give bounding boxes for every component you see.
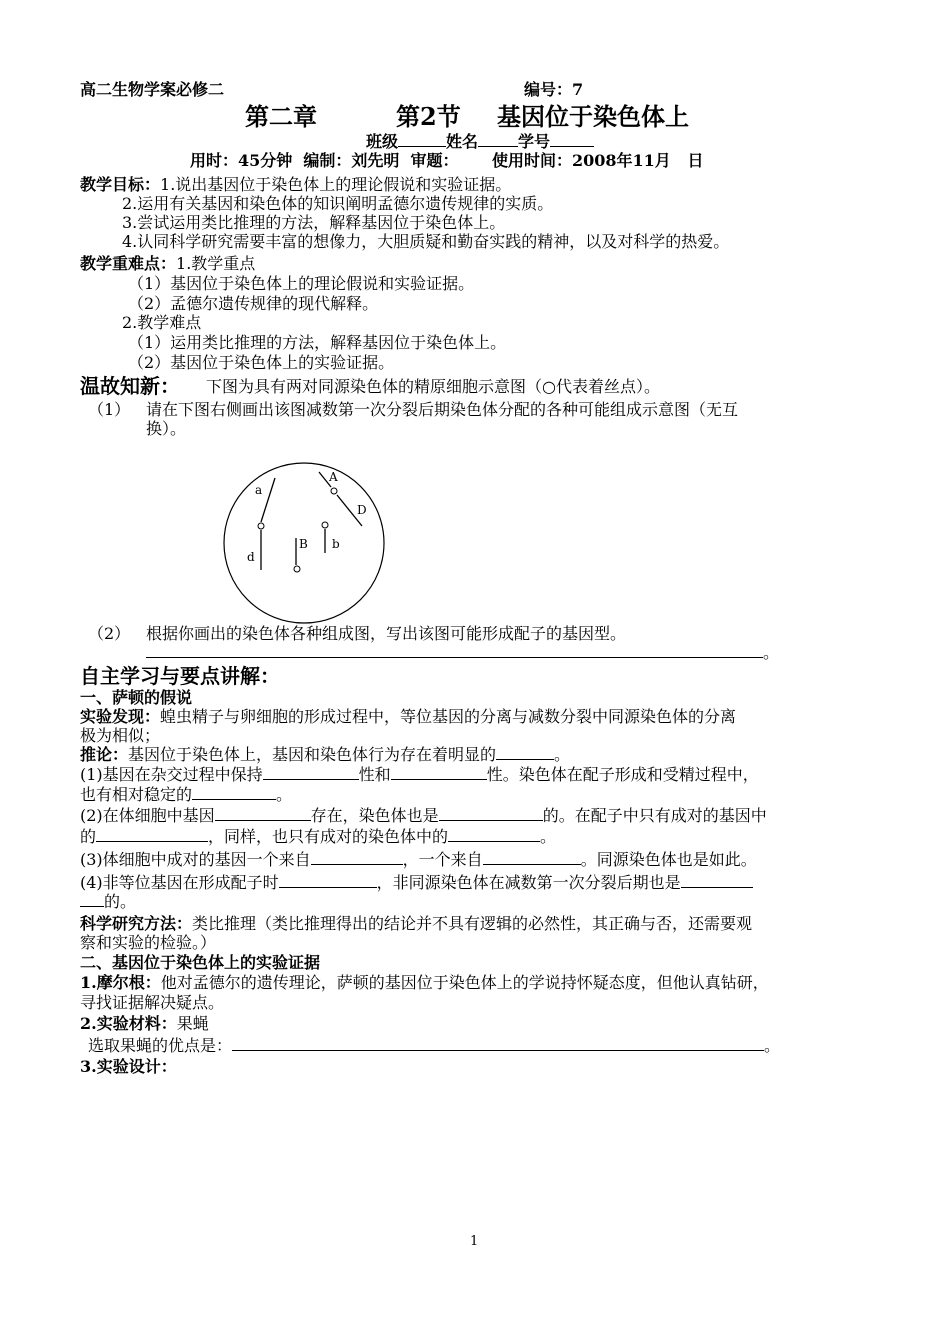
material-label: 2.实验材料： xyxy=(80,1014,177,1033)
review-label: 温故知新： xyxy=(80,374,180,398)
discovery-line xyxy=(80,707,736,726)
method-text: 类比推理（类比推理得出的结论并不具有逻辑的必然性，其正确与否，还需要观 xyxy=(192,914,753,933)
objective-item: 1.说出基因位于染色体上的理论假说和实验证据。 xyxy=(160,175,512,194)
point-text: 的 xyxy=(80,827,97,846)
cell-diagram xyxy=(215,458,395,628)
keypoints-label: 教学重难点： xyxy=(80,254,177,273)
blank[interactable] xyxy=(215,806,311,821)
blank[interactable] xyxy=(311,850,403,865)
centromere xyxy=(294,566,300,572)
blank[interactable] xyxy=(681,873,753,888)
chromosome-a xyxy=(261,478,275,522)
objective-item: 4.认同科学研究需要丰富的想像力，大胆质疑和勤奋实践的精神，以及对科学的热爱。 xyxy=(122,232,730,251)
point-text: 也有相对稳定的 xyxy=(80,785,193,804)
keypoint-item: （1）运用类比推理的方法，解释基因位于染色体上。 xyxy=(128,333,507,352)
morgan-line xyxy=(80,973,769,992)
blank[interactable] xyxy=(263,765,359,780)
gene-label-a: a xyxy=(255,483,263,497)
question-1-text-cont: 换）。 xyxy=(146,419,187,438)
gene-label-A: A xyxy=(329,470,338,484)
keypoint-item: （2）基因位于染色体上的实验证据。 xyxy=(128,353,395,372)
question-2-number: （2） xyxy=(88,624,131,643)
name-label: 姓名 xyxy=(446,132,479,151)
design-label: 3.实验设计： xyxy=(80,1057,177,1076)
inference-text: 基因位于染色体上，基因和染色体行为存在着明显的 xyxy=(128,745,497,764)
point-text: ，同样，也只有成对的染色体中的 xyxy=(208,827,449,846)
point-2-cont: 的 ，同样，也只有成对的染色体中的 。 xyxy=(80,827,557,846)
gene-label-D: D xyxy=(357,503,367,517)
discovery-text-cont: 极为相似； xyxy=(80,726,161,745)
section-number: 第2节 xyxy=(396,102,461,131)
student-info-line xyxy=(366,132,594,151)
method-label: 科学研究方法： xyxy=(80,914,193,933)
inference-blank[interactable] xyxy=(496,745,554,760)
section-2-title: 二、基因位于染色体上的实验证据 xyxy=(80,953,321,972)
point-1-cont: 也有相对稳定的 。 xyxy=(80,785,293,804)
advantage-text: 选取果蝇的优点是： xyxy=(88,1036,233,1055)
discovery-label: 实验发现： xyxy=(80,707,161,726)
doc-number: 编号：7 xyxy=(524,80,584,99)
gene-label-d: d xyxy=(247,550,255,564)
point-text: 。同源染色体也是如此。 xyxy=(580,850,757,869)
centromere xyxy=(322,522,328,528)
question-1-number: （1） xyxy=(88,400,131,419)
answer-blank[interactable] xyxy=(146,643,763,658)
section-1-title: 一、萨顿的假说 xyxy=(80,688,193,707)
period: 。 xyxy=(763,643,780,662)
name-blank[interactable] xyxy=(478,132,518,147)
discovery-text: 蝗虫精子与卵细胞的形成过程中，等位基因的分离与减数分裂中同源染色体的分离 xyxy=(160,707,737,726)
objectives-line-1 xyxy=(80,175,511,194)
method-text-cont: 察和实验的检验。） xyxy=(80,933,217,952)
advantage-line xyxy=(88,1036,780,1055)
point-text: 存在，染色体也是 xyxy=(310,806,439,825)
keypoints-line-1 xyxy=(80,254,255,273)
keypoint-item: （1）基因位于染色体上的理论假说和实验证据。 xyxy=(128,274,475,293)
question-2-text: 根据你画出的染色体各种组成图，写出该图可能形成配子的基因型。 xyxy=(146,624,627,643)
material-text: 果蝇 xyxy=(176,1014,209,1033)
method-line xyxy=(80,914,752,933)
blank[interactable] xyxy=(448,827,540,842)
review-intro: 下图为具有两对同源染色体的精原细胞示意图（○代表着丝点）。 xyxy=(206,377,660,396)
question-2-answer-line xyxy=(146,643,779,662)
point-text: (4)非等位基因在形成配子时 xyxy=(80,873,279,892)
student-no-blank[interactable] xyxy=(550,132,594,147)
point-text: 性和 xyxy=(358,765,391,784)
morgan-text-cont: 寻找证据解决疑点。 xyxy=(80,993,225,1012)
advantage-blank[interactable] xyxy=(232,1036,764,1051)
point-3 xyxy=(80,850,757,869)
morgan-label: 1.摩尔根： xyxy=(80,973,161,992)
point-text: 的。 xyxy=(104,892,137,911)
course-label: 高二生物学案必修二 xyxy=(80,80,225,99)
blank[interactable] xyxy=(96,827,208,842)
page-number: 1 xyxy=(470,1234,479,1249)
class-label: 班级 xyxy=(366,132,399,151)
keypoint-heading: 1.教学重点 xyxy=(176,254,256,273)
meta-line: 用时：45分钟 编制：刘先明 审题： 使用时间：2008年11月 日 xyxy=(190,151,704,170)
point-text: 的。在配子中只有成对的基因中 xyxy=(542,806,767,825)
point-2 xyxy=(80,806,767,825)
blank[interactable] xyxy=(391,765,487,780)
objective-item: 2.运用有关基因和染色体的知识阐明孟德尔遗传规律的实质。 xyxy=(122,194,554,213)
study-label: 自主学习与要点讲解： xyxy=(80,664,280,688)
point-1 xyxy=(80,765,759,784)
blank[interactable] xyxy=(279,873,377,888)
gene-label-B: B xyxy=(299,537,308,551)
inference-line: 推论：基因位于染色体上，基因和染色体行为存在着明显的 。 xyxy=(80,745,571,764)
point-text: 性。染色体在配子形成和受精过程中， xyxy=(486,765,759,784)
point-text: ，一个来自 xyxy=(402,850,483,869)
keypoint-heading: 2.教学难点 xyxy=(122,313,202,332)
class-blank[interactable] xyxy=(398,132,446,147)
point-text: ，非同源染色体在减数第一次分裂后期也是 xyxy=(376,873,681,892)
blank[interactable] xyxy=(192,785,276,800)
gene-label-b: b xyxy=(332,537,340,551)
keypoint-item: （2）孟德尔遗传规律的现代解释。 xyxy=(128,294,379,313)
objective-item: 3.尝试运用类比推理的方法，解释基因位于染色体上。 xyxy=(122,213,506,232)
point-text: (1)基因在杂交过程中保持 xyxy=(80,765,263,784)
material-line xyxy=(80,1014,209,1033)
point-text: (3)体细胞中成对的基因一个来自 xyxy=(80,850,311,869)
blank[interactable] xyxy=(483,850,581,865)
chapter-title: 第二章 xyxy=(245,102,317,131)
morgan-text: 他对孟德尔的遗传理论，萨顿的基因位于染色体上的学说持怀疑态度，但他认真钻研， xyxy=(160,973,769,992)
blank[interactable] xyxy=(439,806,543,821)
point-text: (2)在体细胞中基因 xyxy=(80,806,215,825)
student-no-label: 学号 xyxy=(518,132,551,151)
page-title: 基因位于染色体上 xyxy=(497,102,689,131)
blank[interactable] xyxy=(80,892,104,907)
period: 。 xyxy=(764,1036,781,1055)
point-4-cont xyxy=(80,892,136,911)
question-1-text: 请在下图右侧画出该图减数第一次分裂后期染色体分配的各种可能组成示意图（无互 xyxy=(146,400,739,419)
inference-label: 推论： xyxy=(80,745,129,764)
point-4 xyxy=(80,873,753,892)
centromere xyxy=(331,488,337,494)
objectives-label: 教学目标： xyxy=(80,175,161,194)
centromere xyxy=(258,523,264,529)
